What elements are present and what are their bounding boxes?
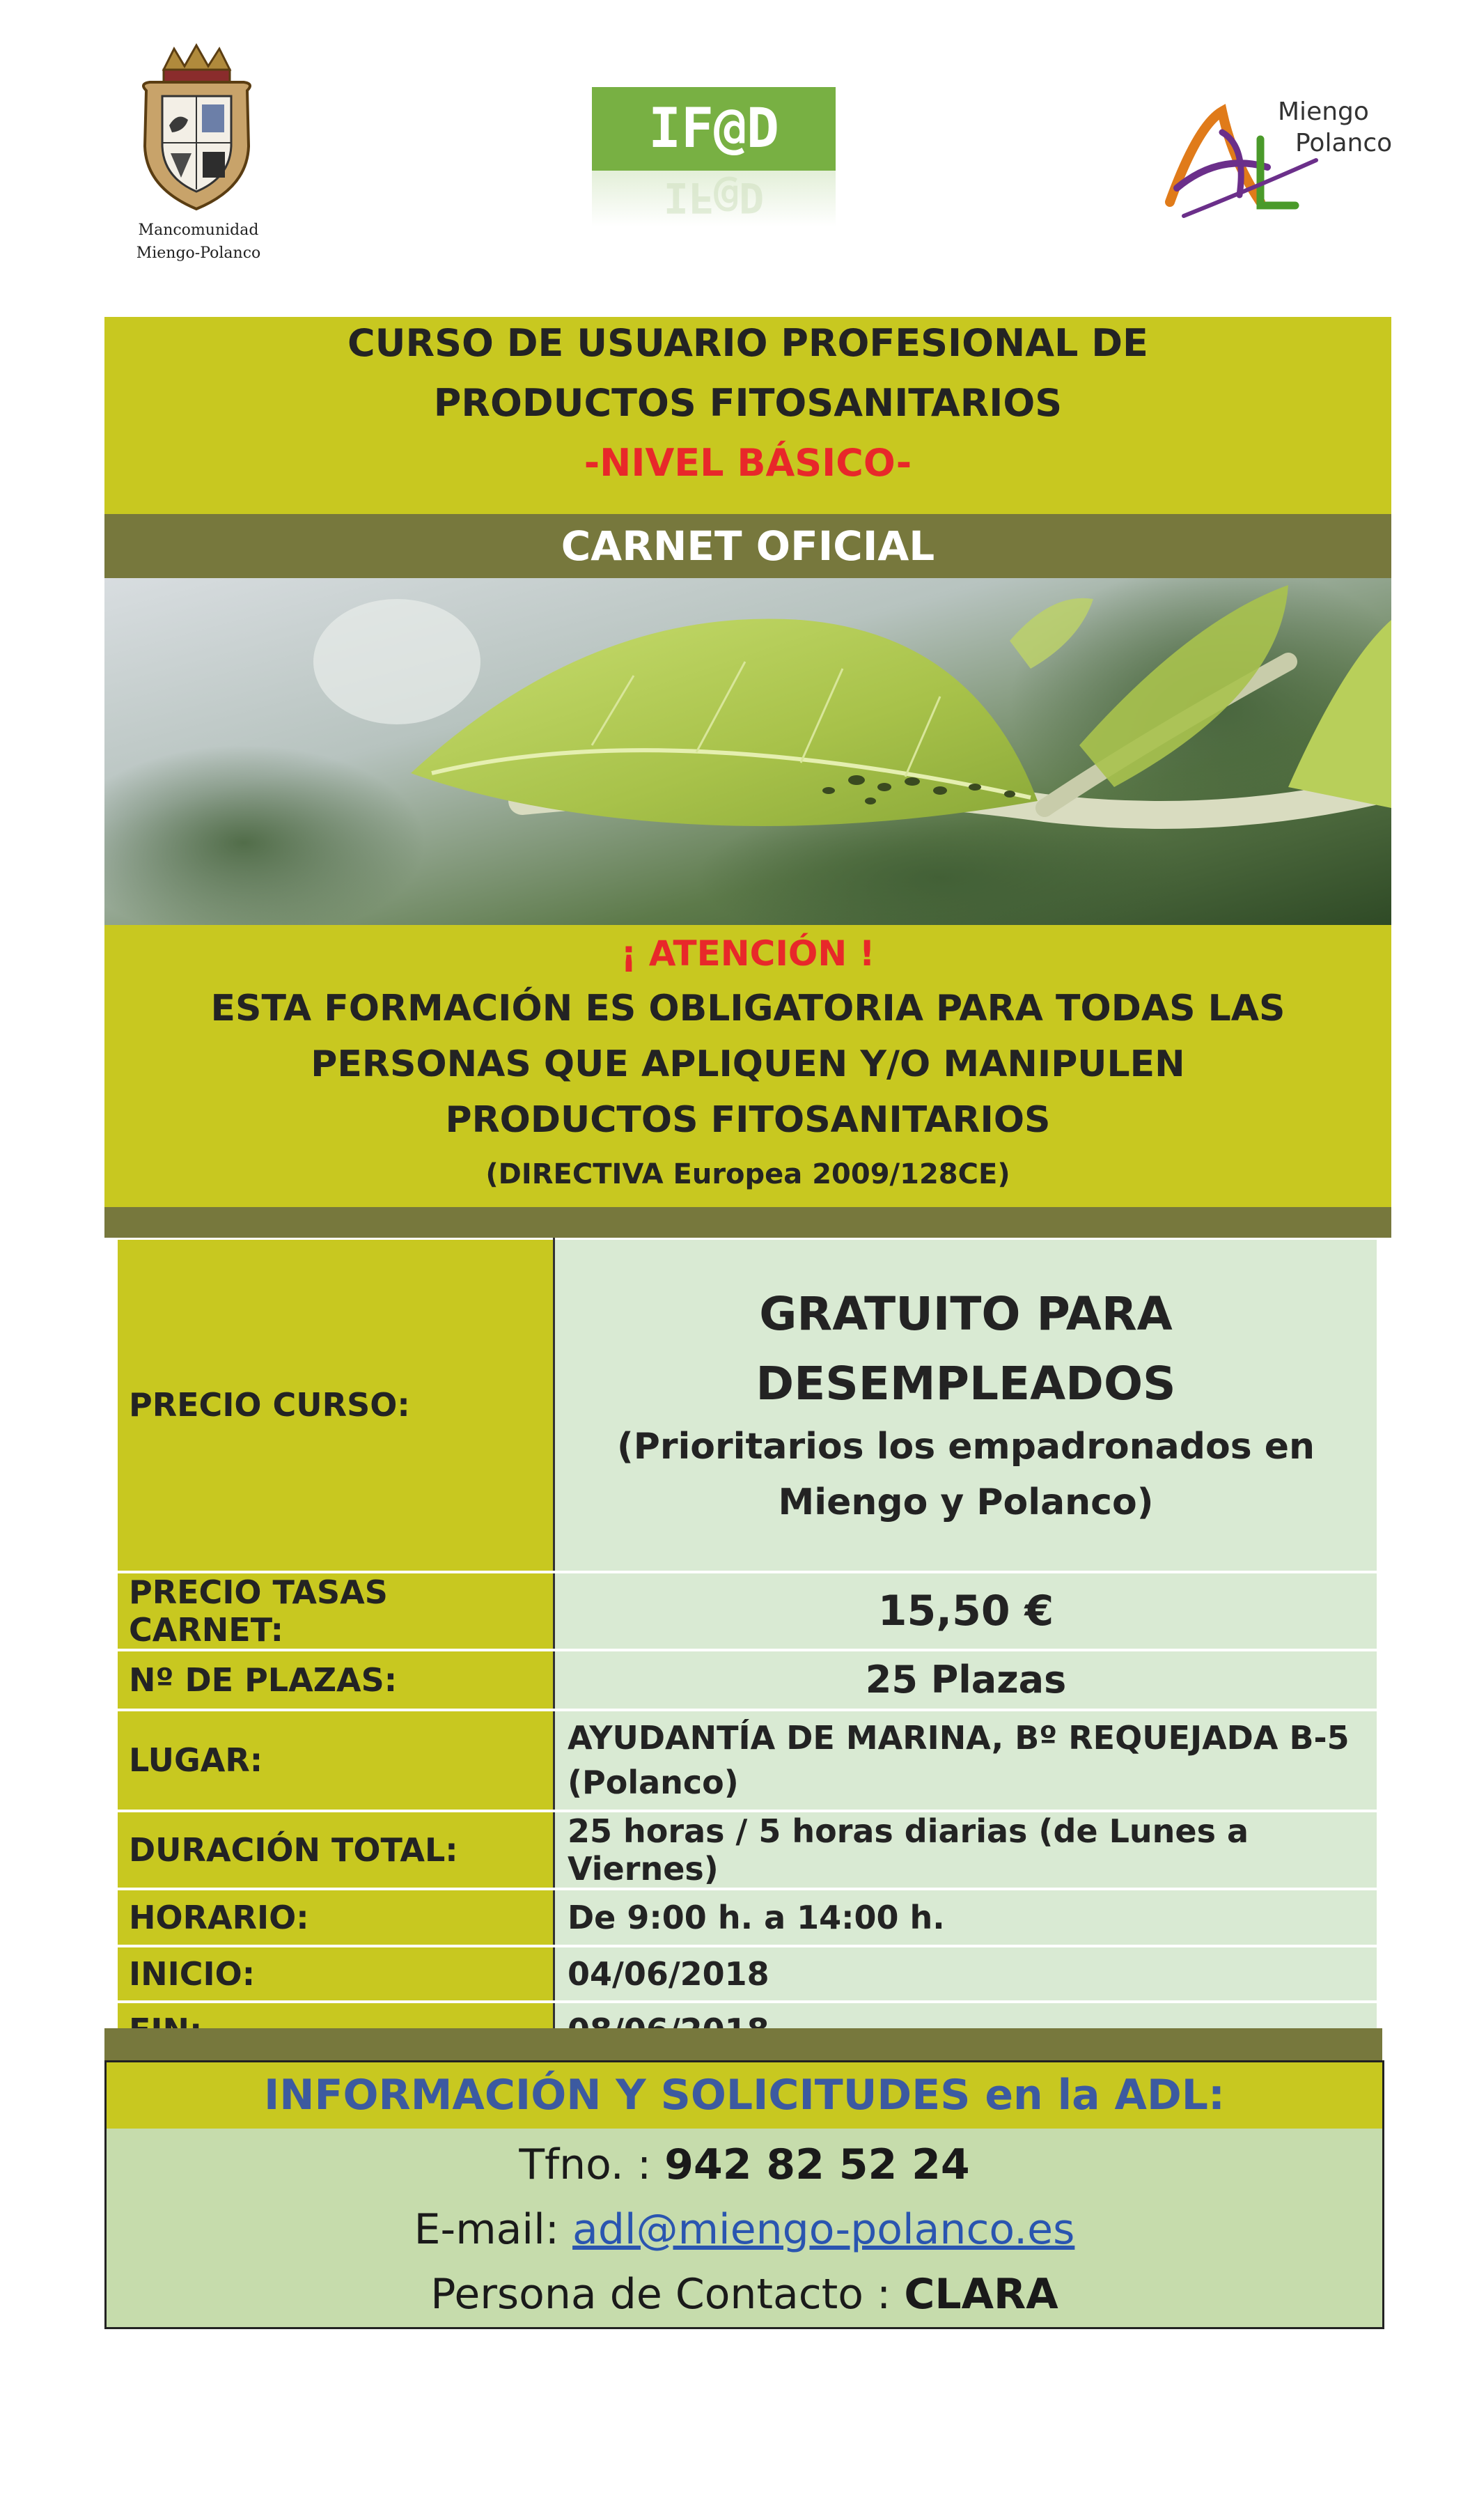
- course-title-block: [104, 317, 1391, 514]
- ifad-logo: [592, 87, 836, 226]
- attention-line1: ESTA FORMACIÓN ES OBLIGATORIA PARA TODAS LAS: [210, 988, 1285, 1029]
- section-divider: [104, 1207, 1391, 1238]
- duracion-label: DURACIÓN TOTAL:: [117, 1811, 554, 1889]
- ifad-logo-reflection: IF@D: [663, 173, 765, 221]
- plazas-label: Nº DE PLAZAS:: [117, 1650, 554, 1710]
- table-row: [117, 1946, 1378, 2002]
- table-row: [117, 1811, 1378, 1889]
- email-label: E-mail:: [414, 2205, 573, 2254]
- precio-curso-note-line1: (Prioritarios los empadronados en: [616, 1426, 1315, 1468]
- horario-label: HORARIO:: [117, 1889, 554, 1946]
- coat-of-arms-icon: [136, 42, 258, 216]
- leaf-with-aphids-image: [104, 578, 1391, 925]
- carnet-oficial-banner: CARNET OFICIAL: [104, 514, 1391, 578]
- section-divider: [104, 2028, 1382, 2063]
- adl-logo-line1: Miengo: [1278, 98, 1369, 126]
- table-row: [117, 1889, 1378, 1946]
- lugar-value-line2: (Polanco): [568, 1764, 739, 1801]
- lugar-label: LUGAR:: [117, 1710, 554, 1811]
- precio-curso-label: PRECIO CURSO:: [117, 1239, 554, 1572]
- adl-logo: [1156, 84, 1393, 223]
- inicio-value: 04/06/2018: [554, 1946, 1378, 2002]
- course-title-line1: CURSO DE USUARIO PROFESIONAL DE: [347, 321, 1148, 365]
- attention-line2: PERSONAS QUE APLIQUEN Y/O MANIPULEN: [311, 1043, 1185, 1085]
- tasas-carnet-label: PRECIO TASAS CARNET:: [117, 1572, 554, 1650]
- course-info-table: [116, 1238, 1379, 2060]
- attention-line3: PRODUCTOS FITOSANITARIOS: [445, 1099, 1051, 1141]
- course-title-line2: PRODUCTOS FITOSANITARIOS: [433, 381, 1063, 425]
- contact-person-name: CLARA: [904, 2270, 1058, 2319]
- phone-number[interactable]: 942 82 52 24: [664, 2140, 970, 2189]
- plazas-value: 25 Plazas: [554, 1650, 1378, 1710]
- mancomunidad-caption-line2: Miengo-Polanco: [136, 244, 261, 262]
- precio-curso-value: [554, 1239, 1378, 1572]
- table-row: [117, 1572, 1378, 1650]
- course-level: -NIVEL BÁSICO-: [584, 441, 912, 485]
- table-row: [117, 1650, 1378, 1710]
- mancomunidad-logo: [136, 42, 261, 272]
- duracion-value: 25 horas / 5 horas diarias (de Lunes a Viernes): [554, 1811, 1378, 1889]
- precio-curso-line2: DESEMPLEADOS: [756, 1357, 1176, 1411]
- phone-label: Tfno. :: [519, 2140, 665, 2189]
- contact-phone-line: [107, 2140, 1382, 2189]
- horario-value: De 9:00 h. a 14:00 h.: [554, 1889, 1378, 1946]
- contact-block: [104, 2060, 1384, 2329]
- contact-person-label: Persona de Contacto :: [430, 2270, 905, 2319]
- attention-block: [104, 925, 1391, 1207]
- email-link[interactable]: adl@miengo-polanco.es: [572, 2205, 1075, 2254]
- inicio-label: INICIO:: [117, 1946, 554, 2002]
- lugar-value: [554, 1710, 1378, 1811]
- precio-curso-note-line2: Miengo y Polanco): [778, 1481, 1154, 1524]
- tasas-carnet-value: 15,50 €: [554, 1572, 1378, 1650]
- contact-heading: INFORMACIÓN Y SOLICITUDES en la ADL:: [107, 2062, 1382, 2129]
- table-row: [117, 1239, 1378, 1572]
- table-row: [117, 1710, 1378, 1811]
- adl-logo-line2: Polanco: [1295, 129, 1393, 157]
- lugar-value-line1: AYUDANTÍA DE MARINA, Bº REQUEJADA B-5: [568, 1719, 1350, 1757]
- contact-person-line: [107, 2270, 1382, 2319]
- attention-heading: ¡ ATENCIÓN !: [620, 933, 875, 974]
- leaf-photo: [104, 578, 1391, 925]
- mancomunidad-caption-line1: Mancomunidad: [138, 221, 259, 239]
- ifad-logo-text: IF@D: [648, 98, 779, 160]
- contact-email-line: [107, 2205, 1382, 2254]
- directive-reference: (DIRECTIVA Europea 2009/128CE): [485, 1158, 1010, 1190]
- precio-curso-line1: GRATUITO PARA: [759, 1287, 1173, 1341]
